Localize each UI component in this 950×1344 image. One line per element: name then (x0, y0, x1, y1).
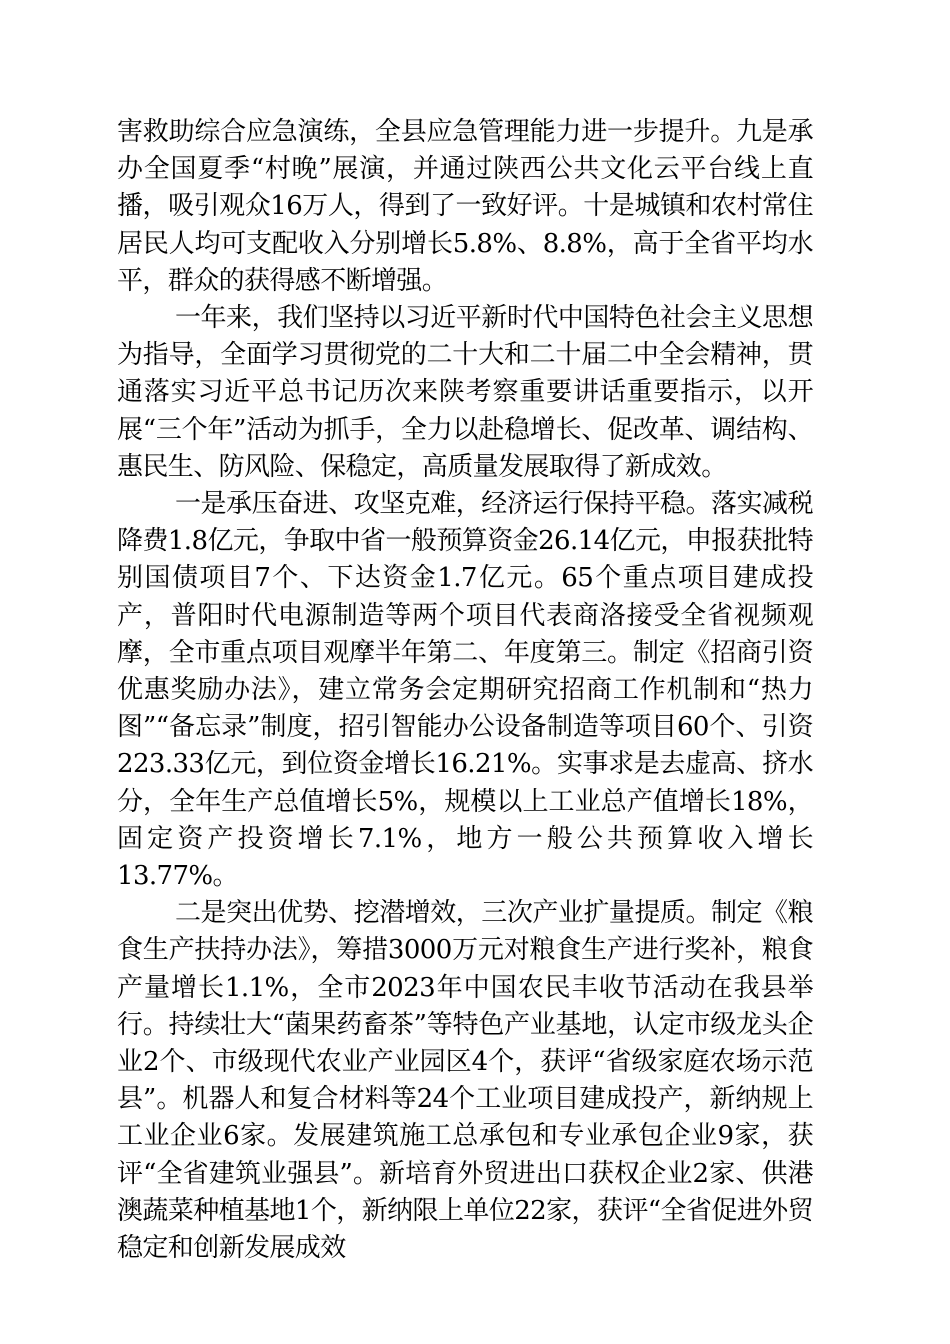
paragraph: 一年来，我们坚持以习近平新时代中国特色社会主义思想为指导，全面学习贯彻党的二十大和二十届二中全会精神，贯通落实习近平总书记历次来陕考察重要讲话重要指示，以开展“三个年”活动为抓手，全力以赴稳增长、促改革、调结构、惠民生、防风险、保稳定，高质量发展取得了新成效。 (117, 303, 813, 482)
paragraph: 害救助综合应急演练，全县应急管理能力进一步提升。九是承办全国夏季“村晚”展演，并通过陕西公共文化云平台线上直播，吸引观众16万人，得到了一致好评。十是城镇和农村常住居民人均可支配收入分别增长5.8%、8.8%，高于全省平均水平，群众的获得感不断增强。 (117, 117, 813, 296)
paragraph: 一是承压奋进、攻坚克难，经济运行保持平稳。落实减税降费1.8亿元，争取中省一般预算资金26.14亿元，申报获批特别国债项目7个、下达资金1.7亿元。65个重点项目建成投产，普阳时代电源制造等两个项目代表商洛接受全省视频观摩，全市重点项目观摩半年第二、年度第三。制定《招商引资优惠奖励办法》，建立常务会定期研究招商工作机制和“热力图”“备忘录”制度，招引智能办公设备制造等项目60个、引资223.33亿元，到位资金增长16.21%。实事求是去虚高、挤水分，全年生产总值增长5%，规模以上工业总产值增长18%，固定资产投资增长7.1%，地方一般公共预算收入增长13.77%。 (117, 489, 813, 892)
paragraph: 二是突出优势、挖潜增效，三次产业扩量提质。制定《粮食生产扶持办法》，筹措3000万元对粮食生产进行奖补，粮食产量增长1.1%，全市2023年中国农民丰收节活动在我县举行。持续壮大“菌果药畜茶”等特色产业基地，认定市级龙头企业2个、市级现代农业产业园区4个，获评“省级家庭农场示范县”。机器人和复合材料等24个工业项目建成投产，新纳规上工业企业6家。发展建筑施工总承包和专业承包企业9家，获评“全省建筑业强县”。新培育外贸进出口获权企业2家、供港澳蔬菜种植基地1个，新纳限上单位22家，获评“全省促进外贸稳定和创新发展成效 (117, 898, 813, 1264)
document-body (117, 114, 813, 1267)
